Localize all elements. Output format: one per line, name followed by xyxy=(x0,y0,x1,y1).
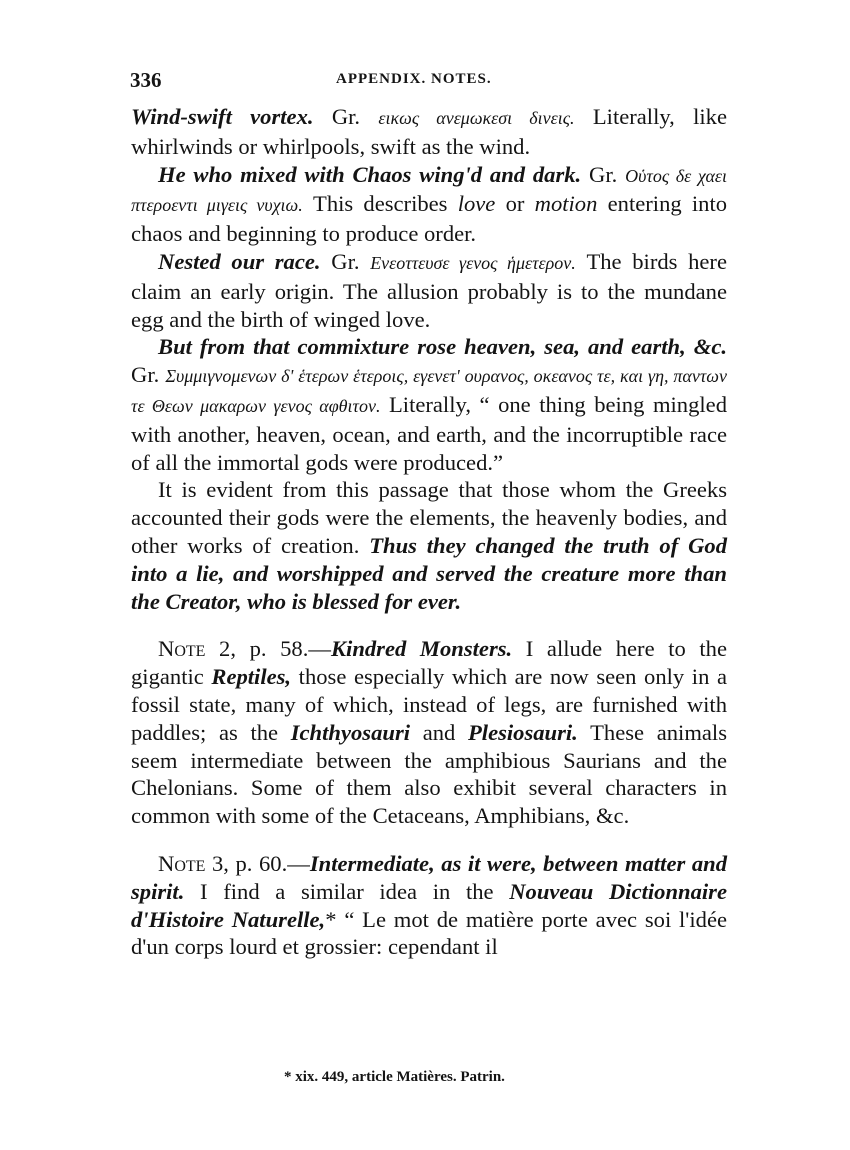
scripture-quote: Thus they changed the truth of God into a lie, and worshipped and served the creature more than the Creator, who is blessed for ever. xyxy=(131,532,727,614)
gr-label: Gr. xyxy=(331,104,361,129)
greek-quote: Eνεοττευσε γενος ἡμετερον. xyxy=(370,252,576,273)
note-label: Note xyxy=(158,636,206,662)
note-text: or xyxy=(505,191,525,217)
note-title: Kindred Monsters. xyxy=(330,636,513,662)
emph-ichthyosauri: Ichthyosauri xyxy=(290,719,411,745)
note-text: Literally, like whirlwinds or whirlpools, swift as the wind. xyxy=(131,104,728,159)
note-2 xyxy=(131,635,727,830)
note-text: those especially which are now seen only in a fossil state, many of which, instead of legs, are furnished with paddles; as the xyxy=(131,664,727,745)
note-commixture xyxy=(131,333,727,476)
greek-quote: Συμμιγνομενων δ' ἑτερων ἑτεροις, εγενετ' ουρανος, οκεανος τε, και γη, παντων τε Θεων μακαρων γενος αφθιτον. xyxy=(131,366,727,416)
note-label: Note xyxy=(158,850,206,876)
gr-label: Gr. xyxy=(131,362,160,388)
emph-reptiles: Reptiles, xyxy=(211,664,292,690)
note-text: I allude here to the gigantic xyxy=(131,636,727,690)
note-text: This describes xyxy=(313,191,448,217)
running-title: APPENDIX. NOTES. xyxy=(336,71,492,87)
greek-quote: εικως ανεμωκεσι δινεις. xyxy=(378,108,575,128)
note-text: Literally, “ one thing being mingled with another, heaven, ocean, and earth, and the incorruptible race of all the immortal gods were produced.” xyxy=(131,391,727,475)
term: He who mixed with Chaos wing'd and dark. xyxy=(158,161,582,187)
note-nested xyxy=(131,248,727,333)
note-text: entering into chaos and beginning to produce order. xyxy=(131,191,728,247)
note-text: and xyxy=(422,719,456,745)
emph-love: love xyxy=(457,191,496,217)
note-text: These animals seem intermediate between the amphibious Saurians and the Chelonians. Some of them also exhibit several characters in common with some of the Cetaceans, Amphibians, &c. xyxy=(131,719,727,829)
note-chaos xyxy=(131,161,727,248)
term: But from that commixture rose heaven, sea, and earth, &c. xyxy=(158,334,727,360)
note-text: The birds here claim an early origin. The allusion probably is to the mundane egg and the birth of winged love. xyxy=(131,248,727,332)
emph-motion: motion xyxy=(534,191,598,217)
note-wind-swift xyxy=(131,103,727,161)
gr-label: Gr. xyxy=(331,248,360,274)
note-ref: 2, p. 58.— xyxy=(219,636,331,662)
footnote-marker: * xyxy=(325,906,337,932)
note-ref: 3, p. 60.— xyxy=(211,850,310,876)
emph-plesiosauri: Plesiosauri. xyxy=(467,719,578,745)
note-text: It is evident from this passage that those whom the Greeks accounted their gods were the elements, the heavenly bodies, and other works of creation. xyxy=(131,477,727,558)
note-text: “ Le mot de matière porte avec soi l'idée d'un corps lourd et grossier: cependant il xyxy=(131,906,728,960)
page-number: 336 xyxy=(130,68,162,92)
page-header xyxy=(130,68,725,92)
note-title: Intermediate, as it were, between matter and spirit. xyxy=(131,850,727,904)
greek-quote: Oὑτος δε χαει πτεροεντι μιγεις νυχιω. xyxy=(131,165,727,216)
source-title: Nouveau Dictionnaire d'Histoire Naturelle, xyxy=(131,878,727,932)
page-body xyxy=(131,103,727,961)
note-3 xyxy=(131,850,727,961)
term: Wind-swift vortex. xyxy=(131,104,314,129)
term: Nested our race. xyxy=(158,248,321,274)
note-text: I find a similar idea in the xyxy=(200,878,494,904)
gr-label: Gr. xyxy=(589,161,618,187)
footnote: * xix. 449, article Matières. Patrin. xyxy=(284,1069,505,1085)
paragraph-evident xyxy=(131,476,727,615)
